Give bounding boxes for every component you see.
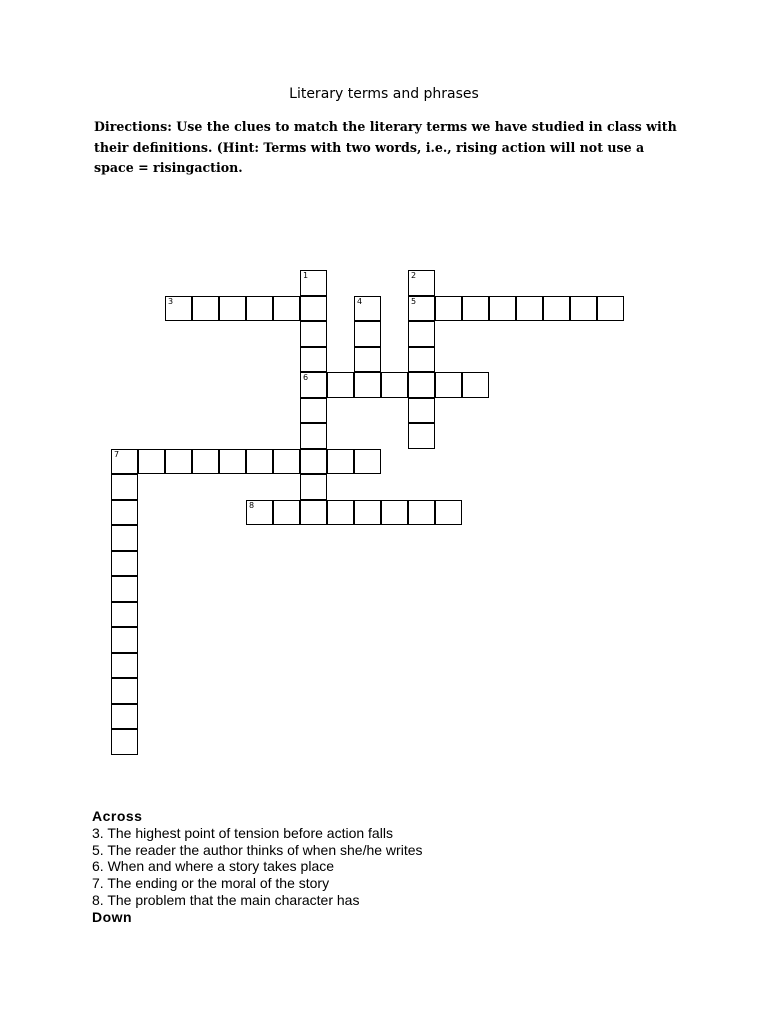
crossword-cell[interactable] — [111, 602, 138, 628]
crossword-cell[interactable] — [111, 551, 138, 577]
crossword-cell[interactable] — [408, 500, 435, 526]
crossword-cell[interactable] — [327, 500, 354, 526]
crossword-cell[interactable] — [462, 372, 489, 398]
crossword-cell[interactable] — [111, 704, 138, 730]
across-heading: Across — [92, 808, 143, 824]
crossword-cell[interactable] — [408, 398, 435, 424]
crossword-cell[interactable] — [408, 270, 435, 296]
clue-across-6: 6. When and where a story takes place — [92, 858, 335, 875]
crossword-cell[interactable] — [111, 474, 138, 500]
clue-across-5: 5. The reader the author thinks of when she/he writes — [92, 841, 423, 858]
crossword-cell[interactable] — [138, 449, 165, 475]
crossword-cell[interactable] — [111, 653, 138, 679]
clue-list — [92, 808, 423, 926]
crossword-cell[interactable] — [354, 372, 381, 398]
crossword-cell[interactable] — [111, 449, 138, 475]
crossword-cell[interactable] — [273, 449, 300, 475]
crossword-cell[interactable] — [246, 296, 273, 322]
crossword-cell[interactable] — [354, 500, 381, 526]
crossword-cell[interactable] — [300, 423, 327, 449]
crossword-cell[interactable] — [192, 449, 219, 475]
crossword-cell[interactable] — [246, 449, 273, 475]
crossword-cell[interactable] — [300, 500, 327, 526]
crossword-cell[interactable] — [516, 296, 543, 322]
crossword-cell[interactable] — [300, 270, 327, 296]
crossword-cell[interactable] — [327, 449, 354, 475]
down-heading: Down — [92, 908, 133, 925]
crossword-cell[interactable] — [300, 474, 327, 500]
crossword-cell[interactable] — [408, 347, 435, 373]
crossword-cell[interactable] — [570, 296, 597, 322]
crossword-cell[interactable] — [597, 296, 624, 322]
crossword-cell[interactable] — [408, 296, 435, 322]
clue-number: 3 — [168, 296, 174, 306]
crossword-cell[interactable] — [489, 296, 516, 322]
directions-text: Directions: Use the clues to match the literary terms we have studied in class with their definitions. (Hint: Terms with two words, i.e., rising action will not use a space = risingaction. — [94, 119, 677, 175]
clue-number: 7 — [114, 449, 120, 459]
crossword-cell[interactable] — [354, 321, 381, 347]
crossword-cell[interactable] — [111, 576, 138, 602]
crossword-cell[interactable] — [354, 296, 381, 322]
clue-number: 6 — [303, 373, 309, 382]
crossword-cell[interactable] — [192, 296, 219, 322]
crossword-cell[interactable] — [381, 500, 408, 526]
clue-number: 5 — [411, 296, 417, 306]
crossword-cell[interactable] — [111, 627, 138, 653]
crossword-cell[interactable] — [408, 423, 435, 449]
crossword-cell[interactable] — [165, 449, 192, 475]
crossword-cell[interactable] — [408, 321, 435, 347]
crossword-cell[interactable] — [273, 500, 300, 526]
crossword-cell[interactable] — [435, 372, 462, 398]
crossword-cell[interactable] — [219, 296, 246, 322]
clue-across-8: 8. The problem that the main character has — [92, 891, 360, 908]
crossword-cell[interactable] — [300, 372, 327, 398]
crossword-cell[interactable] — [354, 347, 381, 373]
crossword-cell[interactable] — [300, 321, 327, 347]
crossword-cell[interactable] — [354, 449, 381, 475]
crossword-cell[interactable] — [219, 449, 246, 475]
crossword-cell[interactable] — [111, 729, 138, 755]
crossword-cell[interactable] — [300, 347, 327, 373]
clue-across-7: 7. The ending or the moral of the story — [92, 875, 330, 892]
clue-number: 4 — [357, 296, 363, 306]
crossword-cell[interactable] — [300, 449, 327, 475]
crossword-cell[interactable] — [111, 678, 138, 704]
crossword-cell[interactable] — [165, 296, 192, 322]
crossword-cell[interactable] — [381, 372, 408, 398]
crossword-cell[interactable] — [111, 500, 138, 526]
crossword-cell[interactable] — [408, 372, 435, 398]
clue-number: 2 — [411, 271, 417, 280]
crossword-cell[interactable] — [435, 500, 462, 526]
crossword-cell[interactable] — [462, 296, 489, 322]
clue-number: 1 — [303, 271, 309, 280]
crossword-cell[interactable] — [435, 296, 462, 322]
clue-number: 8 — [249, 500, 255, 510]
crossword-cell[interactable] — [246, 500, 273, 526]
crossword-cell[interactable] — [327, 372, 354, 398]
crossword-cell[interactable] — [543, 296, 570, 322]
crossword-cell[interactable] — [300, 398, 327, 424]
page-title: Literary terms and phrases — [289, 86, 479, 102]
crossword-cell[interactable] — [273, 296, 300, 322]
crossword-cell[interactable] — [111, 525, 138, 551]
crossword-cell[interactable] — [300, 296, 327, 322]
clue-across-3: 3. The highest point of tension before action falls — [92, 824, 393, 841]
